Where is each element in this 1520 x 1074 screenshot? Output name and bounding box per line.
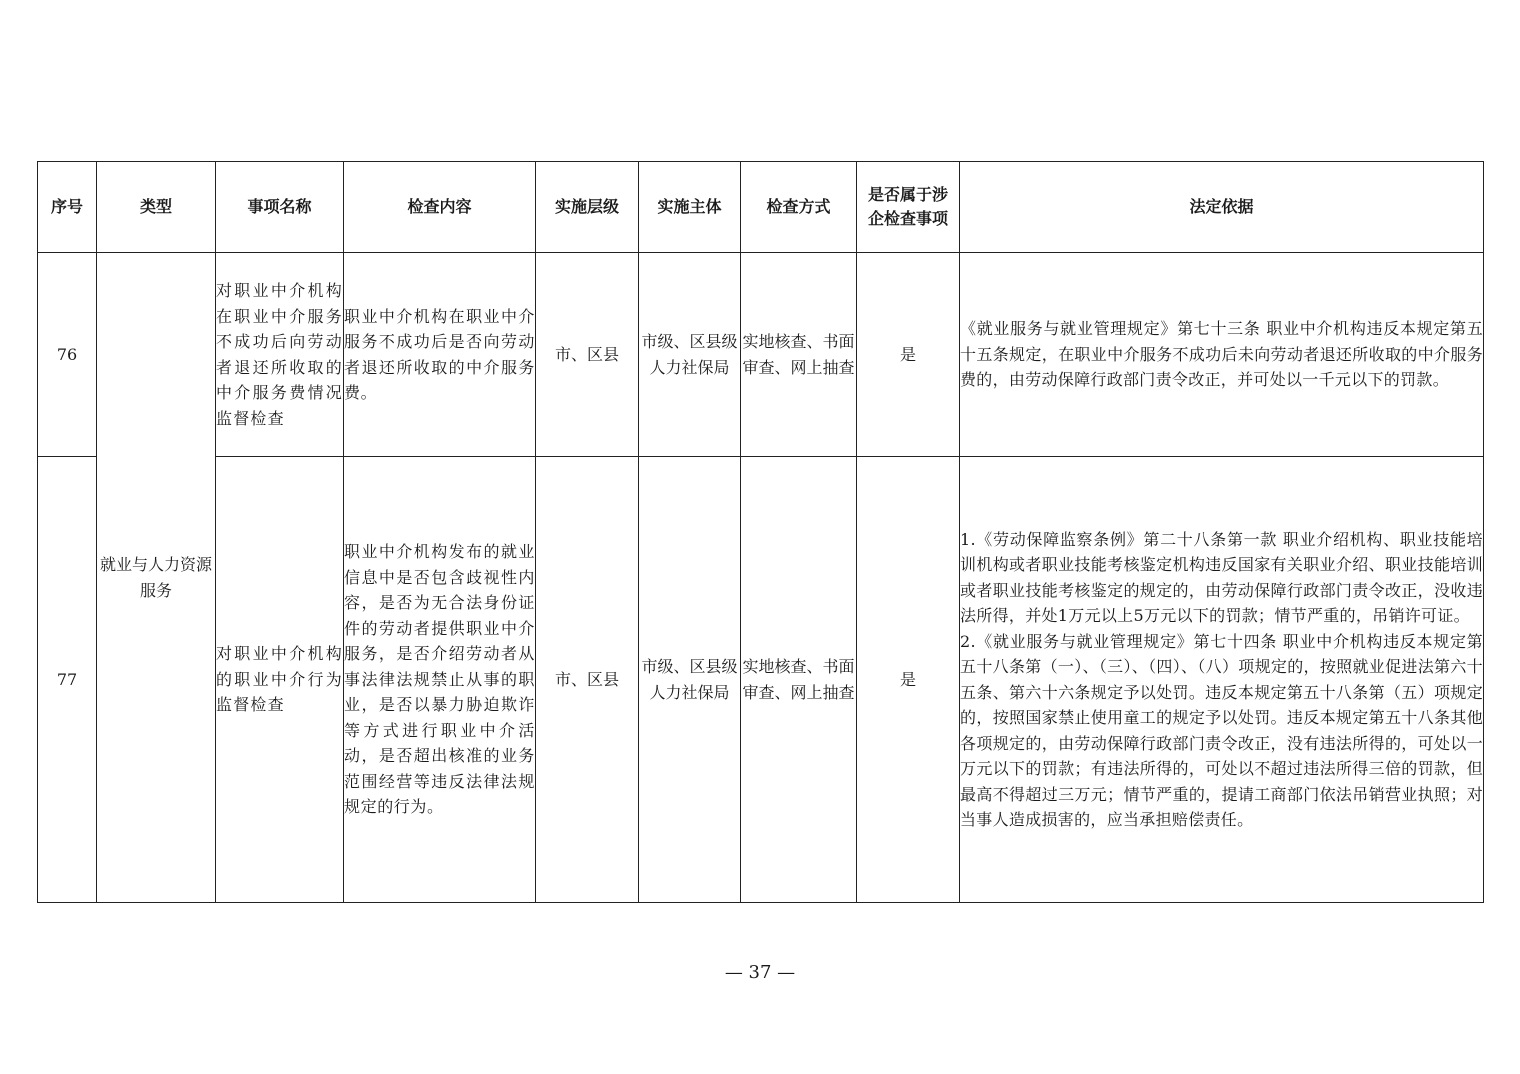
header-level: 实施层级 bbox=[536, 162, 639, 253]
row-item-name: 对职业中介机构在职业中介服务不成功后向劳动者退还所收取的中介服务费情况监督检查 bbox=[216, 253, 344, 457]
page-number: — 37 — bbox=[724, 962, 796, 983]
header-content: 检查内容 bbox=[344, 162, 536, 253]
table-row bbox=[38, 253, 1484, 457]
header-item-name: 事项名称 bbox=[216, 162, 344, 253]
row-basis: 《就业服务与就业管理规定》第七十三条 职业中介机构违反本规定第五十五条规定，在职业中介服务不成功后未向劳动者退还所收取的中介服务费的，由劳动保障行政部门责令改正，并可处以一千元以下的罚款。 bbox=[960, 253, 1484, 457]
row-content: 职业中介机构在职业中介服务不成功后是否向劳动者退还所收取的中介服务费。 bbox=[344, 253, 536, 457]
row-subject: 市级、区县级人力社保局 bbox=[639, 457, 741, 903]
inspection-items-table bbox=[37, 161, 1484, 903]
row-level: 市、区县 bbox=[536, 253, 639, 457]
header-type: 类型 bbox=[97, 162, 216, 253]
row-seq: 77 bbox=[38, 457, 97, 903]
row-seq: 76 bbox=[38, 253, 97, 457]
header-subject: 实施主体 bbox=[639, 162, 741, 253]
basis-item-2: 2.《就业服务与就业管理规定》第七十四条 职业中介机构违反本规定第五十八条第（一）、（三）、（四）、（八）项规定的，按照就业促进法第六十五条、第六十六条规定予以处罚。违反本规定第五十八条第（五）项规定的，按照国家禁止使用童工的规定予以处罚。违反本规定第五十八条其他各项规定的，由劳动保障行政部门责令改正，没有违法所得的，可处以一万元以下的罚款；有违法所得的，可处以不超过违法所得三倍的罚款，但最高不得超过三万元；情节严重的，提请工商部门依法吊销营业执照；对当事人造成损害的，应当承担赔偿责任。 bbox=[960, 631, 1483, 829]
row-method: 实地核查、书面审查、网上抽查 bbox=[741, 253, 857, 457]
row-basis bbox=[960, 457, 1484, 903]
row-enterprise: 是 bbox=[857, 457, 960, 903]
header-enterprise: 是否属于涉企检查事项 bbox=[867, 185, 948, 228]
row-enterprise: 是 bbox=[857, 253, 960, 457]
table-header-row bbox=[38, 162, 1484, 253]
header-method: 检查方式 bbox=[741, 162, 857, 253]
row-category: 就业与人力资源服务 bbox=[97, 253, 216, 903]
row-level: 市、区县 bbox=[536, 457, 639, 903]
header-basis: 法定依据 bbox=[960, 162, 1484, 253]
row-content: 职业中介机构发布的就业信息中是否包含歧视性内容，是否为无合法身份证件的劳动者提供职业中介服务，是否介绍劳动者从事法律法规禁止从事的职业，是否以暴力胁迫欺诈等方式进行职业中介活动，是否超出核准的业务范围经营等违反法律法规规定的行为。 bbox=[344, 457, 536, 903]
row-method: 实地核查、书面审查、网上抽查 bbox=[741, 457, 857, 903]
header-seq: 序号 bbox=[38, 162, 97, 253]
row-item-name: 对职业中介机构的职业中介行为监督检查 bbox=[216, 457, 344, 903]
row-subject: 市级、区县级人力社保局 bbox=[639, 253, 741, 457]
table-row bbox=[38, 457, 1484, 903]
basis-item-1: 1.《劳动保障监察条例》第二十八条第一款 职业介绍机构、职业技能培训机构或者职业技能考核鉴定机构违反国家有关职业介绍、职业技能培训或者职业技能考核鉴定的规定的，由劳动保障行政部门责令改正，没收违法所得，并处1万元以上5万元以下的罚款；情节严重的，吊销许可证。 bbox=[960, 529, 1483, 625]
